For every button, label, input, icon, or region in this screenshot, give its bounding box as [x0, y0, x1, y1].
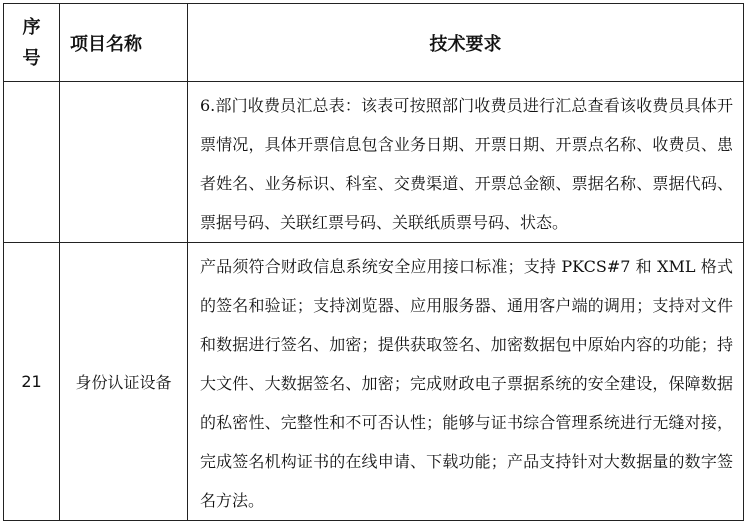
header-serial-number: 序 号	[4, 4, 60, 82]
row-serial-number	[4, 82, 60, 243]
row-item-name: 身份认证设备	[60, 243, 188, 521]
header-item-name: 项目名称	[60, 4, 188, 82]
row-requirements: 产品须符合财政信息系统安全应用接口标准；支持 PKCS#7 和 XML 格式的签名和验证；支持浏览器、应用服务器、通用客户端的调用；支持对文件和数据进行签名、加密；提供获取签名、加密数据包中原始内容的功能；持大文件、大数据签名、加密；完成财政电子票据系统的安全建设，保障数据的私密性、完整性和不可否认性；能够与证书综合管理系统进行无缝对接，完成签名机构证书的在线申请、下载功能；产品支持针对大数据量的数字签名方法。	[188, 243, 744, 521]
header-technical-requirements: 技术要求	[188, 4, 744, 82]
row-serial-number: 21	[4, 243, 60, 521]
table-row	[4, 82, 744, 243]
table-row	[4, 243, 744, 521]
row-requirements: 6.部门收费员汇总表：该表可按照部门收费员进行汇总查看该收费员具体开票情况，具体开票信息包含业务日期、开票日期、开票点名称、收费员、患者姓名、业务标识、科室、交费渠道、开票总金额、票据名称、票据代码、票据号码、关联红票号码、关联纸质票号码、状态。	[188, 82, 744, 243]
table-header-row	[4, 4, 744, 82]
spec-table	[3, 3, 744, 521]
row-item-name	[60, 82, 188, 243]
